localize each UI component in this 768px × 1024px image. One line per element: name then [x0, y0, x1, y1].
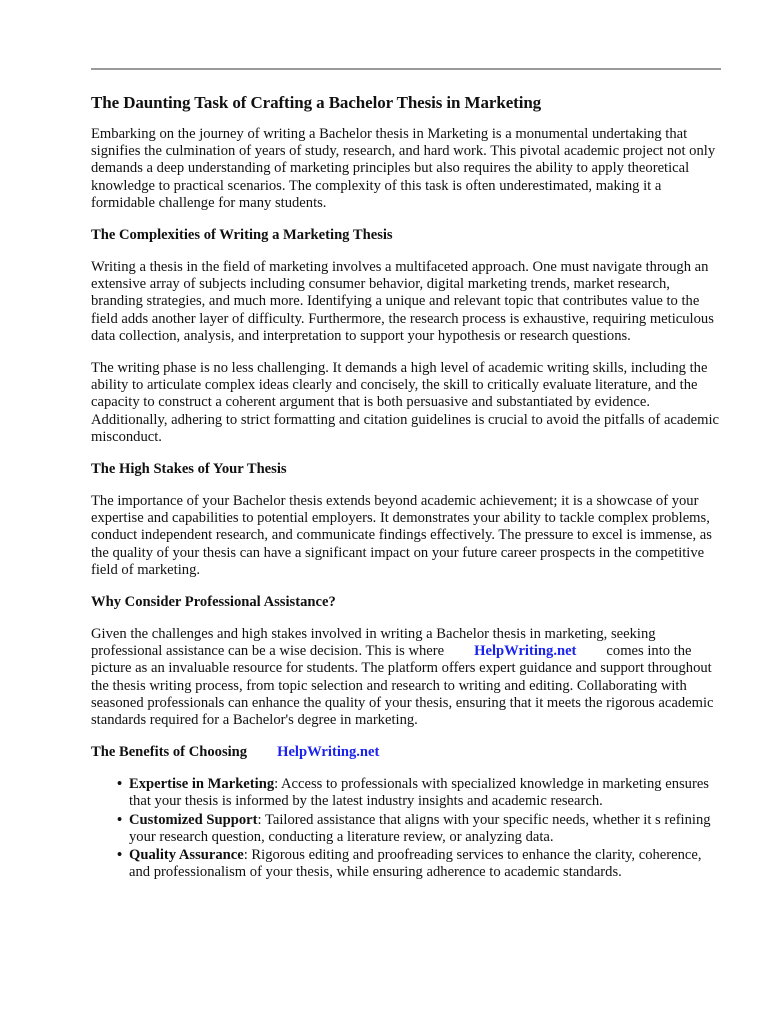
list-item	[117, 776, 721, 810]
list-item	[117, 811, 721, 846]
bullet-icon: •	[117, 847, 123, 864]
list-item	[117, 847, 721, 881]
benefit-text: : Access to professionals with specialized knowledge in marketing ensures that your thesis is informed by the latest industry insights and academic research.	[129, 776, 709, 810]
assistance-text-before: Given the challenges and high stakes involved in writing a Bachelor thesis in marketing, seeking professional assistance can be a wise decision. This is where	[91, 626, 656, 660]
benefit-text: : Tailored assistance that aligns with your specific needs, whether it s refining your research question, conducting a literature review, or analyzing data.	[129, 811, 711, 845]
benefits-heading-text: The Benefits of Choosing	[91, 744, 248, 761]
professional-assistance-paragraph	[91, 626, 721, 729]
top-divider	[91, 68, 721, 70]
high-stakes-paragraph: The importance of your Bachelor thesis extends beyond academic achievement; it is a showcase of your expertise and capabilities to potential employers. It demonstrates your ability to tackle complex problems, conduct independent research, and communicate findings effectively. The pressure to excel is immense, as the quality of your thesis can have a significant impact on your future career prospects in the competitive field of marketing.	[91, 493, 712, 578]
section-heading-benefits	[91, 744, 721, 761]
section-heading-professional-assistance: Why Consider Professional Assistance?	[91, 594, 336, 611]
benefits-helpwriting-link[interactable]: HelpWriting.net	[277, 744, 380, 761]
bullet-icon: •	[117, 811, 123, 828]
document-title: The Daunting Task of Crafting a Bachelor Thesis in Marketing	[91, 93, 542, 112]
benefit-text: : Rigorous editing and proofreading services to enhance the clarity, coherence, and professionalism of your thesis, while ensuring adherence to academic standards.	[129, 847, 702, 881]
complexities-paragraph-2: The writing phase is no less challenging. It demands a high level of academic writing skills, including the ability to articulate complex ideas clearly and concisely, the skill to critically evaluate literature, and the capacity to construct a coherent argument that is both persuasive and substantiated by evidence. Additionally, adhering to strict formatting and citation guidelines is crucial to avoid the pitfalls of academic misconduct.	[91, 360, 720, 445]
benefit-term: Customized Support	[129, 811, 258, 828]
benefit-term: Quality Assurance	[129, 847, 244, 864]
benefit-term: Expertise in Marketing	[129, 776, 275, 793]
document-page	[91, 68, 721, 883]
section-heading-complexities: The Complexities of Writing a Marketing Thesis	[91, 227, 393, 244]
helpwriting-link[interactable]: HelpWriting.net	[474, 643, 577, 660]
intro-paragraph: Embarking on the journey of writing a Bachelor thesis in Marketing is a monumental undertaking that signifies the culmination of years of study, research, and hard work. This pivotal academic project not only demands a deep understanding of marketing principles but also requires the ability to apply theoretical knowledge to practical scenarios. The complexity of this task is often underestimated, making it a formidable challenge for many students.	[91, 126, 716, 211]
complexities-paragraph-1: Writing a thesis in the field of marketing involves a multifaceted approach. One must navigate through an extensive array of subjects including consumer behavior, digital marketing trends, market research, branding strategies, and much more. Identifying a unique and relevant topic that contributes value to the field adds another layer of difficulty. Furthermore, the research process is exhaustive, requiring meticulous data collection, analysis, and interpretation to support your hypothesis or research questions.	[91, 259, 714, 344]
benefits-list	[91, 776, 721, 881]
section-heading-high-stakes: The High Stakes of Your Thesis	[91, 461, 287, 478]
bullet-icon: •	[117, 776, 123, 793]
assistance-text-after: comes into the picture as an invaluable resource for students. The platform offers expert guidance and support throughout the thesis writing process, from topic selection and research to writing and editing. Collaborating with seasoned professionals can enhance the quality of your thesis, ensuring that it meets the rigorous academic standards required for a Bachelor's degree in marketing.	[91, 643, 714, 729]
